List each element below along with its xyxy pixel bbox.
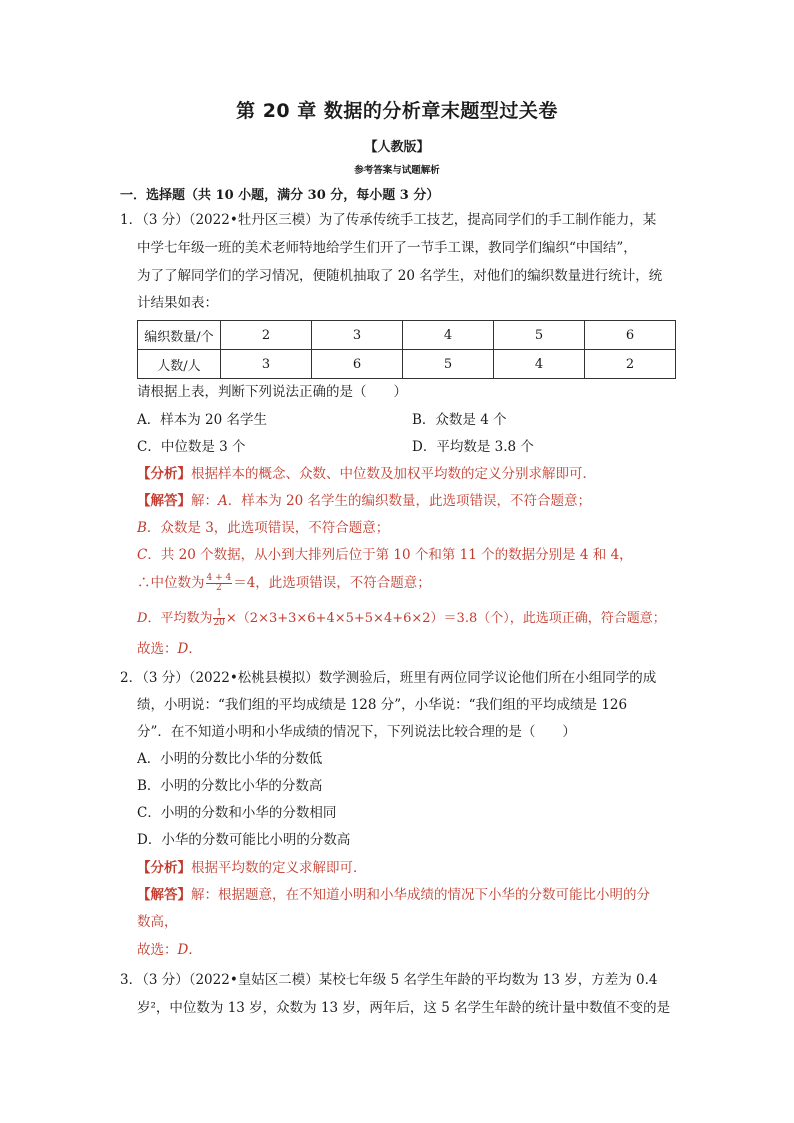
option-letter: B	[137, 520, 147, 536]
q2-line: 2．（3 分）（2022•松桃县模拟）数学测验后，班里有两位同学议论他们所在小组同学的成	[120, 670, 657, 686]
option-letter: A	[218, 493, 228, 509]
q1-line: 为了了解同学们的学习情况，便随机抽取了 20 名学生，对他们的编织数量进行统计，统	[137, 268, 663, 284]
table-cell: 6	[312, 350, 403, 379]
fraction-denominator: 2	[215, 583, 222, 593]
answer-text: ．众数是 3，此选项错误，不符合题意；	[146, 520, 390, 536]
option-letter: C	[137, 547, 148, 563]
answer-text: 解：根据题意，在不知道小明和小华成绩的情况下小华的分数可能比小明的分	[191, 887, 650, 903]
answer-text: ．样本为 20 名学生的编织数量，此选项错误，不符合题意；	[227, 493, 592, 509]
median-prefix: ∴中位数为	[137, 575, 205, 591]
q1-median-line	[137, 573, 431, 593]
table-cell: 4	[494, 350, 585, 379]
q2-answer	[137, 885, 650, 905]
answer-text: ．平均数为	[147, 611, 213, 626]
q3-line: 岁²，中位数为 13 岁，众数为 13 岁，两年后，这 5 名学生年龄的统计量中数值不变的是	[137, 1000, 671, 1016]
table-cell: 人数/人	[138, 350, 221, 379]
q1-option-d: D．平均数是 3.8 个	[412, 439, 534, 455]
choose-end: ．	[188, 942, 202, 958]
answer-subtitle: 参考答案与试题解析	[354, 165, 440, 176]
q2-line: 分”．在不知道小明和小华成绩的情况下，下列说法比较合理的是（ ）	[137, 724, 576, 740]
q1-option-b: B．众数是 4 个	[412, 412, 507, 428]
q1-answer-b	[137, 518, 389, 538]
q2-analysis	[137, 858, 367, 878]
statistics-table	[137, 320, 676, 379]
q2-line: 绩，小明说：“我们组的平均成绩是 128 分”，小华说：“我们组的平均成绩是 126	[137, 697, 628, 713]
mean-fraction	[213, 609, 224, 628]
answer-tag: 【解答】	[137, 493, 191, 509]
q2-option-b: B．小明的分数比小华的分数高	[137, 778, 323, 794]
option-letter: D	[177, 641, 189, 657]
q1-answer-d	[137, 609, 666, 629]
median-suffix: ＝4，此选项错误，不符合题意；	[233, 575, 431, 591]
fraction-numerator: 4 + 4	[206, 573, 232, 583]
answer-tag: 【解答】	[137, 887, 191, 903]
q1-line: 中学七年级一班的美术老师特地给学生们开了一节手工课，教同学们编织“中国结”，	[137, 240, 637, 256]
median-fraction	[206, 574, 233, 593]
page-title: 第 20 章 数据的分析章末题型过关卷	[236, 100, 558, 122]
q1-line: 1．（3 分）（2022•牡丹区三模）为了传承传统手工技艺，提高同学们的手工制作能力，某	[120, 212, 657, 228]
q2-option-c: C．小明的分数和小华的分数相同	[137, 805, 337, 821]
table-cell: 编织数量/个	[138, 321, 221, 350]
choose-prefix: 故选：	[137, 942, 178, 958]
q1-answer-a	[137, 491, 591, 511]
q2-choose	[137, 940, 202, 960]
q1-analysis	[137, 464, 596, 484]
q1-choose	[137, 639, 202, 659]
answer-text: ×（2×3+3×6+4×5+5×4+6×2）＝3.8（个），此选项正确，符合题意；	[225, 611, 666, 626]
q3-line: 3．（3 分）（2022•皇姑区二模）某校七年级 5 名学生年龄的平均数为 13 岁，方差为 0.4	[120, 972, 658, 988]
table-row	[138, 321, 676, 350]
table-cell: 3	[312, 321, 403, 350]
analysis-tag: 【分析】	[137, 466, 191, 482]
choose-prefix: 故选：	[137, 641, 178, 657]
table-cell: 5	[403, 350, 494, 379]
q1-option-a: A．样本为 20 名学生	[137, 412, 268, 428]
section-heading: 一．选择题（共 10 小题，满分 30 分，每小题 3 分）	[120, 188, 440, 203]
analysis-text: 根据样本的概念、众数、中位数及加权平均数的定义分别求解即可．	[191, 466, 596, 482]
table-cell: 2	[585, 350, 676, 379]
fraction-numerator: 1	[213, 609, 224, 619]
table-cell: 3	[221, 350, 312, 379]
answer-prefix: 解：	[191, 493, 218, 509]
analysis-text: 根据平均数的定义求解即可．	[191, 860, 367, 876]
edition-label: 【人教版】	[364, 140, 430, 155]
table-cell: 5	[494, 321, 585, 350]
q1-answer-c	[137, 545, 633, 565]
q1-option-c: C．中位数是 3 个	[137, 439, 246, 455]
q2-answer-cont: 数高，	[137, 914, 178, 930]
option-letter: D	[177, 942, 189, 958]
table-row	[138, 350, 676, 379]
q1-prompt: 请根据上表，判断下列说法正确的是（ ）	[137, 384, 407, 400]
table-cell: 2	[221, 321, 312, 350]
q2-option-d: D．小华的分数可能比小明的分数高	[137, 832, 351, 848]
analysis-tag: 【分析】	[137, 860, 191, 876]
answer-text: ．共 20 个数据，从小到大排列后位于第 10 个和第 11 个的数据分别是 4 和 4，	[147, 547, 633, 563]
table-cell: 6	[585, 321, 676, 350]
choose-end: ．	[188, 641, 202, 657]
q2-option-a: A．小明的分数比小华的分数低	[137, 751, 323, 767]
fraction-denominator: 20	[213, 618, 225, 628]
option-letter: D	[137, 611, 148, 626]
table-cell: 4	[403, 321, 494, 350]
q1-line: 计结果如表：	[137, 295, 218, 311]
